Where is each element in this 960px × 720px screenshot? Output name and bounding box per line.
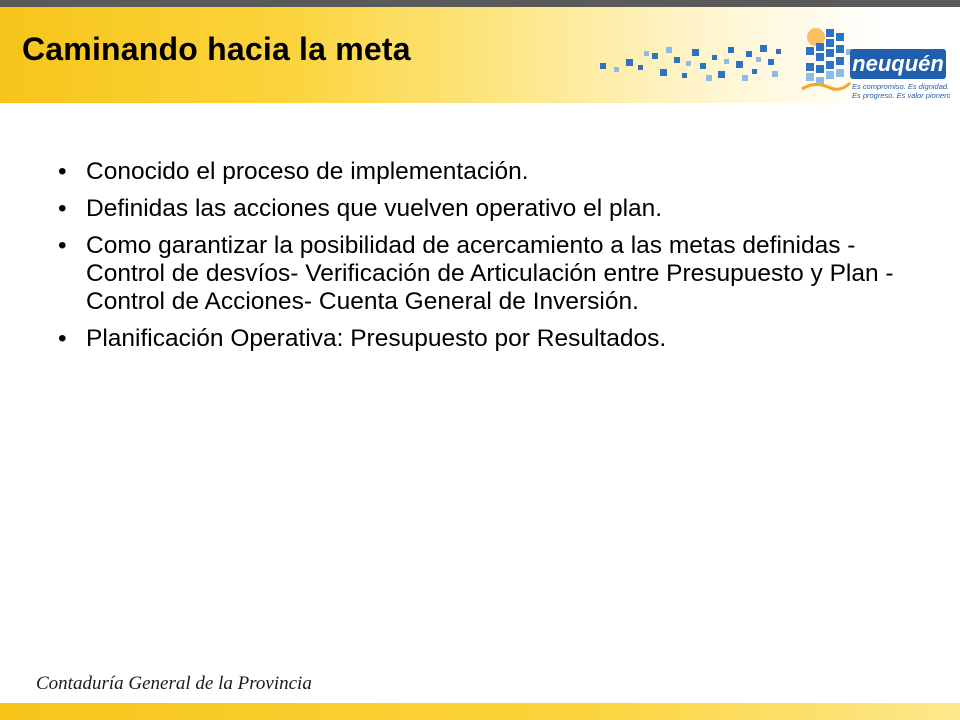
bullet-item: • Como garantizar la posibilidad de acercamiento a las metas definidas -Control de desvíos- Verificación de Articulación entre Presupuesto y Plan -Control de Acciones- Cuenta General de Inversión. [58, 232, 918, 316]
neuquen-logo [800, 23, 950, 101]
neuquen-logo-name: neuquén [852, 51, 944, 76]
bullet-list [58, 158, 918, 362]
bullet-item: • Conocido el proceso de implementación. [58, 158, 918, 186]
neuquen-logo-tagline-2: Es progreso. Es valor pionero. [852, 91, 950, 100]
neuquen-logo-graphic [800, 23, 950, 101]
top-strip [0, 0, 960, 7]
footer-organization-name: Contaduría General de la Provincia [36, 673, 312, 694]
bottom-band [0, 703, 960, 720]
bullet-item: • Planificación Operativa: Presupuesto por Resultados. [58, 325, 918, 353]
pixel-mosaic-decoration [596, 41, 786, 87]
bullet-item: • Definidas las acciones que vuelven operativo el plan. [58, 195, 918, 223]
header-band [0, 7, 960, 103]
neuquen-logo-tagline-1: Es compromiso. Es dignidad. [852, 82, 950, 91]
slide-title: Caminando hacia la meta [22, 31, 411, 67]
